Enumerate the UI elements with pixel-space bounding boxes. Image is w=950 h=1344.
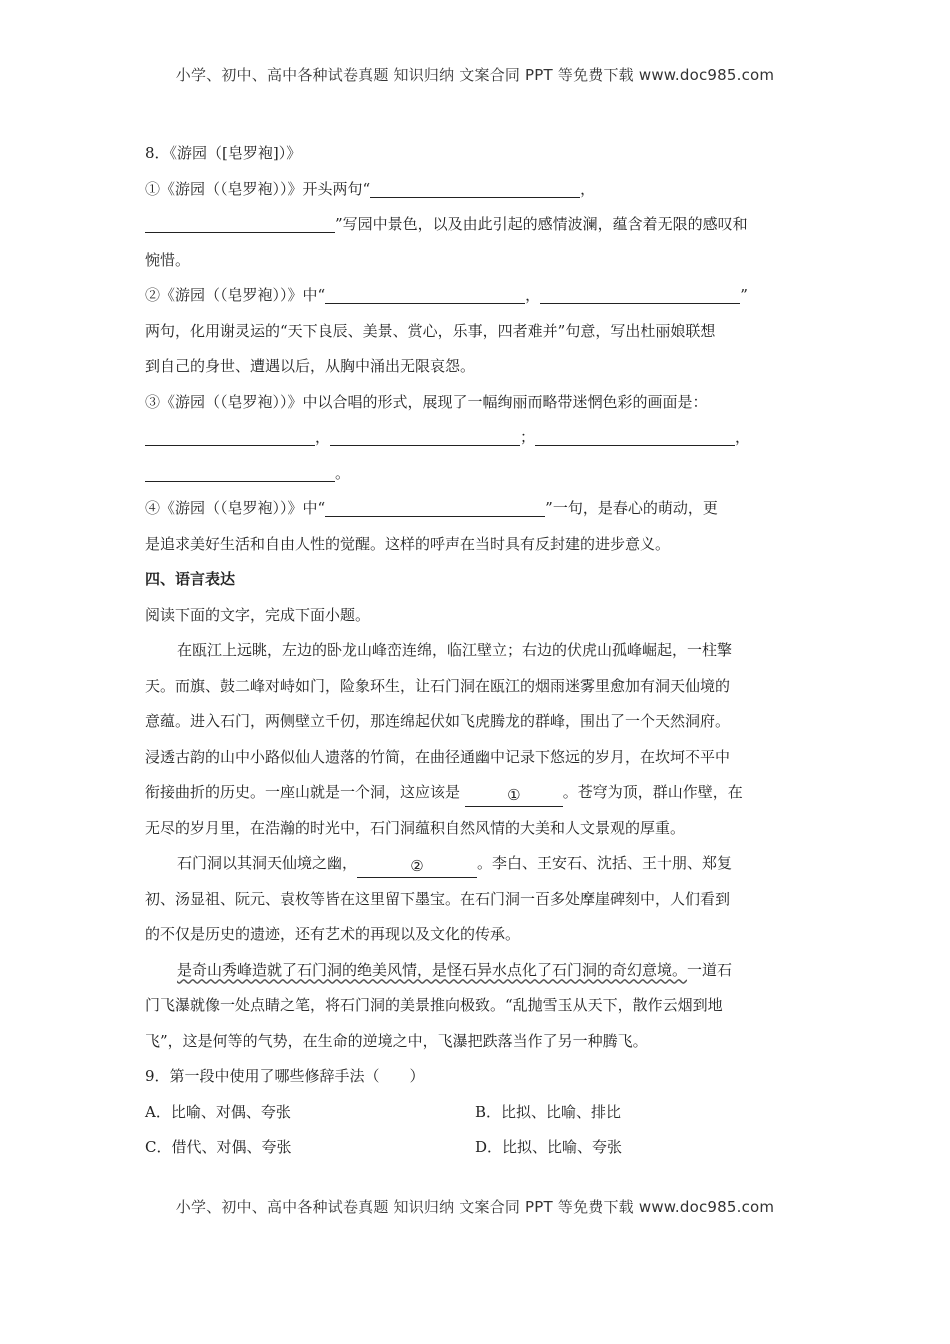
answer-blank[interactable] [325,283,525,304]
q9-options-row-1 [145,1095,807,1131]
q8-sub3-line3 [145,456,807,492]
q8-sub3-line2 [145,420,807,456]
q8-sub4-line2: 是追求美好生活和自由人性的觉醒。这样的呼声在当时具有反封建的进步意义。 [145,534,671,553]
q8-sub1-line2 [145,207,807,243]
document-body [145,136,807,1166]
passage-p2-line2: 初、汤显祖、阮元、袁枚等皆在这里留下墨宝。在石门洞一百多处摩崖碑刻中，人们看到 [145,889,731,908]
answer-blank[interactable] [145,212,335,233]
passage-p2-line1 [145,846,807,882]
q9-options-row-2 [145,1130,807,1166]
q8-sub2-line3: 到自己的身世、遭遇以后，从胸中涌出无限哀怨。 [145,357,476,375]
closing-quote: ” [740,286,748,304]
passage-blank-1[interactable]: ① [465,784,563,807]
passage-text: 。李白、王安石、沈括、王十朋、郑复 [477,854,733,872]
passage-p1-line1: 在瓯江上远眺，左边的卧龙山峰峦连绵，临江壁立；右边的伏虎山孤峰崛起，一柱擎 [177,641,733,659]
separator-semicolon: ； [520,428,536,446]
question-9-stem: 9．第一段中使用了哪些修辞手法（ ） [145,1067,425,1085]
q8-sub2-prefix: ②《游园（（皂罗袍））》中“ [145,286,326,304]
option-c[interactable]: C．借代、对偶、夸张 [145,1138,292,1156]
passage-p3-line3: 飞”，这是何等的气势，在生命的逆境之中，飞瀑把跌落当作了另一种腾飞。 [145,1031,648,1050]
passage-text: 。苍穹为顶，群山作壁，在 [562,783,743,801]
q8-sub1-suffix: ”写园中景色，以及由此引起的感情波澜，蕴含着无限的感叹和 [335,215,748,233]
passage-text: 衔接曲折的历史。一座山就是一个洞，这应该是 [145,783,461,801]
answer-blank[interactable] [540,283,740,304]
section-heading: 四、语言表达 [145,570,236,588]
separator-period: 。 [335,463,351,482]
passage-text: 一道石 [687,960,733,979]
option-a[interactable]: A．比喻、对偶、夸张 [145,1102,291,1121]
passage-p1-line4: 浸透古韵的山中小路似仙人遗落的竹简，在曲径通幽中记录下悠远的岁月，在坎坷不平中 [145,747,731,766]
option-d[interactable]: D．比拟、比喻、夸张 [475,1138,623,1156]
q8-sub2-line1 [145,278,807,314]
separator-comma: ， [315,428,331,446]
q8-sub4-suffix: ”一句，是春心的萌动，更 [545,499,718,517]
answer-blank[interactable] [145,425,315,446]
separator-comma: ， [580,179,596,198]
answer-blank[interactable] [325,496,545,517]
passage-text: 石门洞以其洞天仙境之幽， [177,854,358,872]
answer-blank[interactable] [535,425,735,446]
q8-sub2-line2: 两句，化用谢灵运的“天下良辰、美景、赏心，乐事，四者难并”句意，写出杜丽娘联想 [145,321,716,340]
wavy-underlined-sentence: 是奇山秀峰造就了石门洞的绝美风情，是怪石异水点化了石门洞的奇幻意境。 [177,960,688,979]
page-header: 小学、初中、高中各种试卷真题 知识归纳 文案合同 PPT 等免费下载 www.doc985.com [175,66,775,84]
q8-sub1-line1 [145,172,807,208]
q8-sub3-line1: ③《游园（（皂罗袍））》中以合唱的形式，展现了一幅绚丽而略带迷惘色彩的画面是： [145,392,708,411]
passage-p1-line6: 无尽的岁月里，在浩瀚的时光中，石门洞蕴积自然风情的大美和人文景观的厚重。 [145,818,686,837]
q8-sub4-line1 [145,491,807,527]
passage-p1-line5 [145,775,807,811]
passage-p3-line2: 门飞瀑就像一处点睛之笔，将石门洞的美景推向极致。“乱抛雪玉从天下，散作云烟到地 [145,996,723,1014]
passage-p2-line3: 的不仅是历史的遗迹，还有艺术的再现以及文化的传承。 [145,925,521,943]
answer-blank[interactable] [370,177,580,198]
q8-sub4-prefix: ④《游园（（皂罗袍））》中“ [145,499,326,517]
question-8-title: 8．《游园（[皂罗袍]）》 [145,144,302,162]
passage-p1-line2: 天。而旗、鼓二峰对峙如门，险象环生，让石门洞在瓯江的烟雨迷雾里愈加有洞天仙境的 [145,676,731,695]
answer-blank[interactable] [145,461,335,482]
reading-instruction: 阅读下面的文字，完成下面小题。 [145,605,371,624]
q8-sub1-prefix: ①《游园（（皂罗袍））》开头两句“ [145,179,371,198]
passage-p3-line1 [145,953,807,989]
answer-blank[interactable] [330,425,520,446]
passage-p1-line3: 意蕴。进入石门，两侧壁立千仞，那连绵起伏如飞虎腾龙的群峰，围出了一个天然洞府。 [145,712,731,730]
option-b[interactable]: B．比拟、比喻、排比 [475,1102,622,1121]
separator-comma: ， [525,286,541,304]
page-footer: 小学、初中、高中各种试卷真题 知识归纳 文案合同 PPT 等免费下载 www.doc985.com [175,1198,775,1216]
passage-blank-2[interactable]: ② [357,855,477,878]
q8-sub1-line3: 惋惜。 [145,250,191,269]
separator-comma: ， [735,428,751,446]
